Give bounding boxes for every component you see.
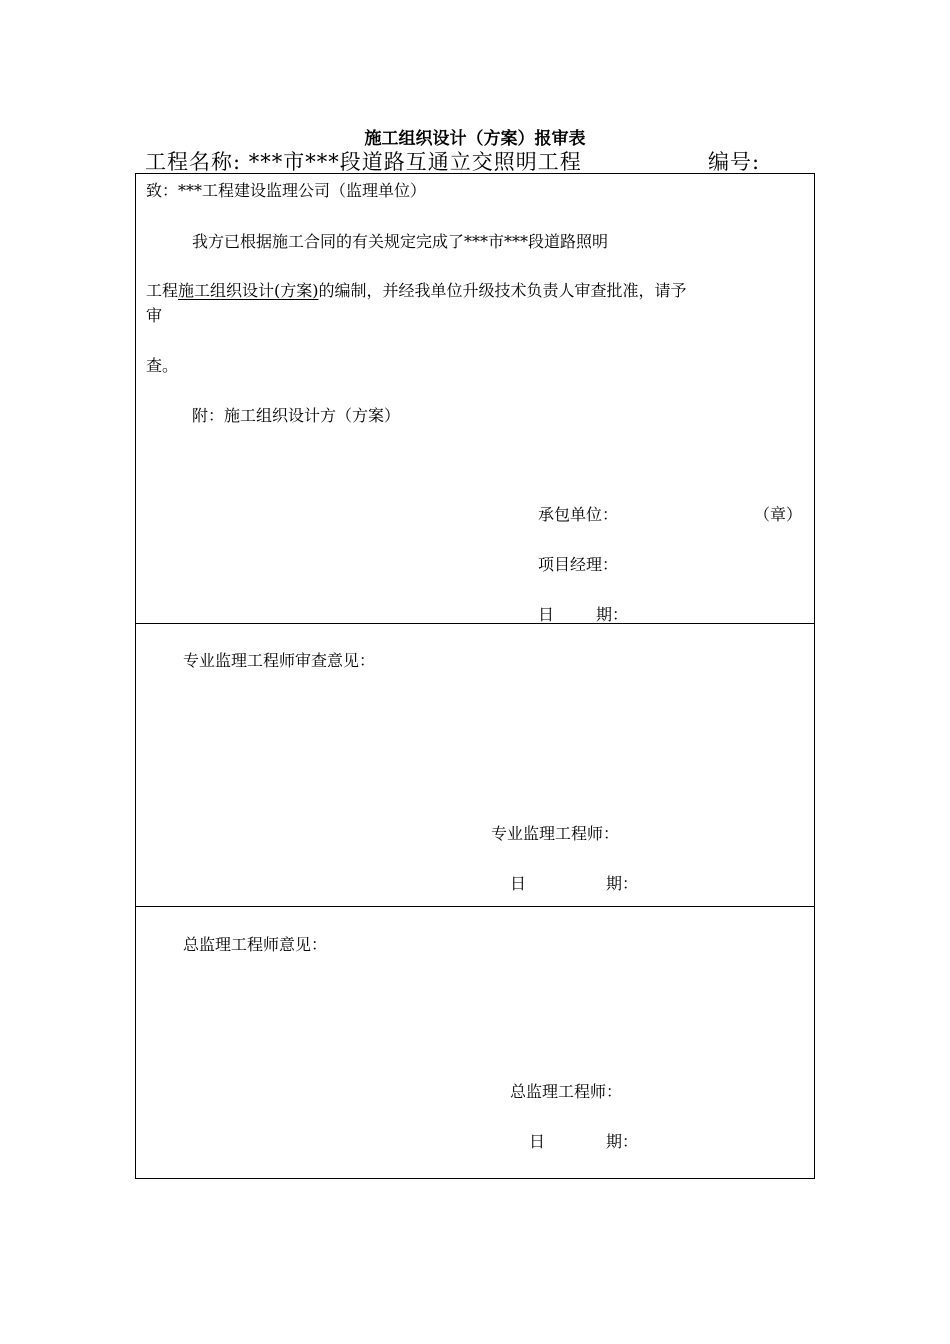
paragraph-prefix: 工程 — [146, 281, 179, 300]
submission-paragraph-line1: 我方已根据施工合同的有关规定完成了***市***段道路照明 — [192, 232, 609, 251]
contractor-label: 承包单位： — [538, 505, 619, 524]
chief-date-period: 期： — [606, 1132, 639, 1151]
submission-paragraph-line2 — [146, 278, 687, 301]
submission-paragraph-line4: 查。 — [146, 356, 179, 375]
date-label-day: 日 — [538, 605, 555, 624]
form-title: 施工组织设计（方案）报审表 — [364, 129, 586, 149]
date-label-period: 期： — [596, 605, 629, 624]
submission-paragraph-line3: 审 — [146, 306, 163, 325]
chief-engineer-label: 总监理工程师： — [510, 1082, 623, 1101]
section-divider-1 — [136, 623, 814, 624]
project-name-label: 工程名称: ***市***段道路互通立交照明工程 — [145, 150, 582, 174]
specialist-date-period: 期： — [606, 874, 639, 893]
paragraph-suffix: 的编制，并经我单位升级技术负责人审查批准，请予 — [318, 281, 687, 300]
specialist-engineer-label: 专业监理工程师： — [491, 824, 620, 843]
document-type-underlined: 施工组织设计(方案) — [178, 281, 319, 300]
specialist-date-day: 日 — [510, 874, 527, 893]
specialist-opinion-label: 专业监理工程师审查意见： — [183, 651, 376, 670]
chief-date-day: 日 — [529, 1132, 546, 1151]
approval-form-table — [135, 173, 815, 1179]
form-number-label: 编号: — [708, 150, 761, 174]
project-manager-label: 项目经理： — [538, 555, 619, 574]
attachment-line: 附：施工组织设计方（方案） — [192, 406, 401, 425]
section-divider-2 — [136, 906, 814, 907]
seal-label: （章） — [754, 505, 803, 524]
chief-opinion-label: 总监理工程师意见： — [183, 935, 328, 954]
addressee-line: 致：***工程建设监理公司（监理单位） — [146, 181, 427, 200]
